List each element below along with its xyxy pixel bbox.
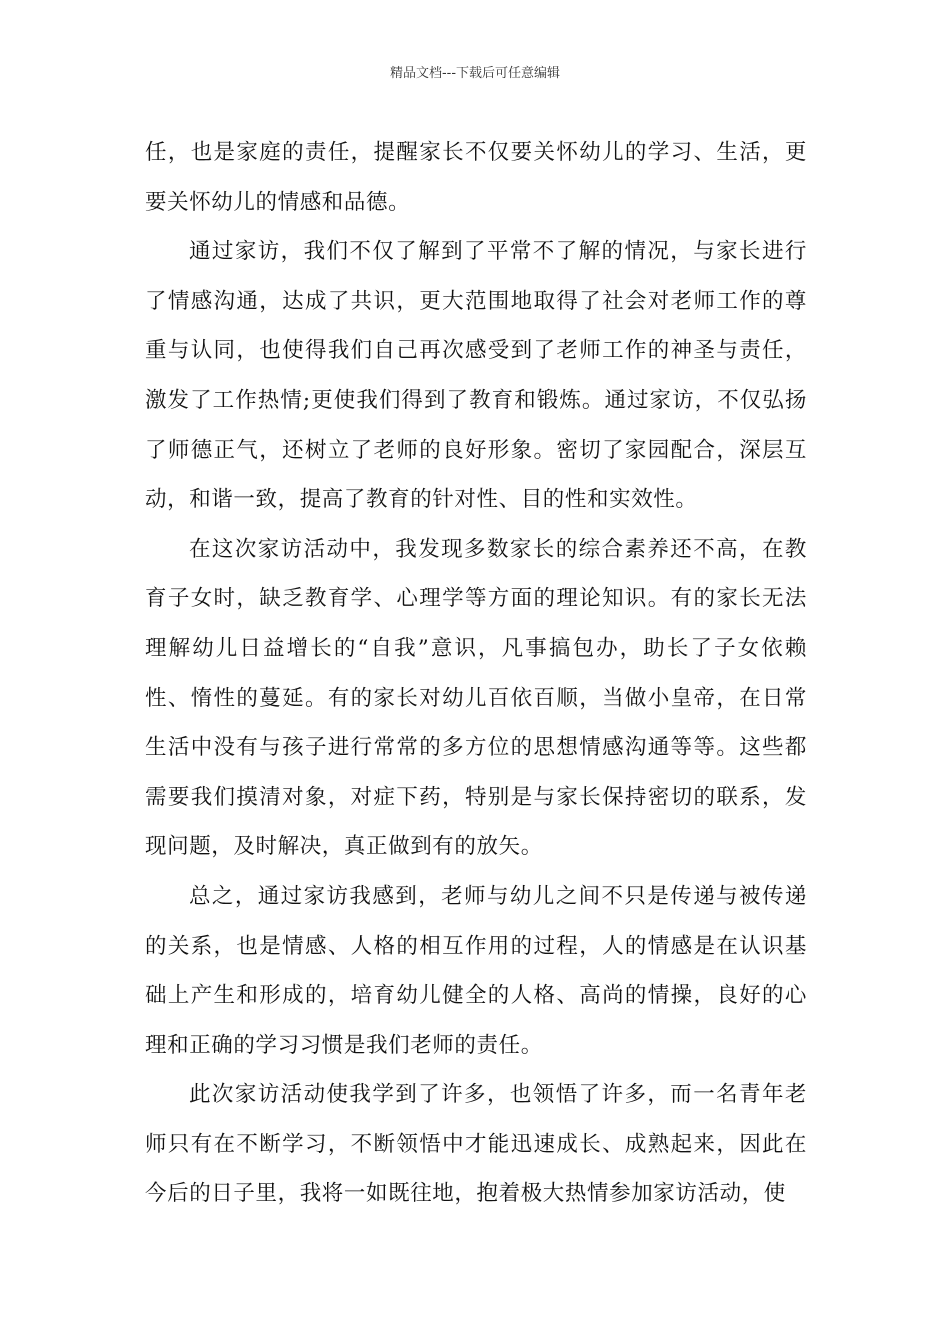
paragraph-continuation: 任，也是家庭的责任，提醒家长不仅要关怀幼儿的学习、生活，更要关怀幼儿的情感和品德。 [145,140,807,215]
page-header: 精品文档---下载后可任意编辑 [389,66,561,81]
paragraph-home-visit-benefits: 通过家访，我们不仅了解到了平常不了解的情况，与家长进行了情感沟通，达成了共识，更大范围地取得了社会对老师工作的尊重与认同，也使得我们自己再次感受到了老师工作的神圣与责任，激发了工作热情;更使我们得到了教育和锻炼。通过家访，不仅弘扬了师德正气，还树立了老师的良好形象。密切了家园配合，深层互动，和谐一致，提高了教育的针对性、目的性和实效性。 [145,239,807,513]
paragraph-parent-observations: 在这次家访活动中，我发现多数家长的综合素养还不高，在教育子女时，缺乏教育学、心理学等方面的理论知识。有的家长无法理解幼儿日益增长的“自我”意识，凡事搞包办，助长了子女依赖性、惰性的蔓延。有的家长对幼儿百依百顺，当做小皇帝，在日常生活中没有与孩子进行常常的多方位的思想情感沟通等等。这些都需要我们摸清对象，对症下药，特别是与家长保持密切的联系，发现问题，及时解决，真正做到有的放矢。 [145,536,807,860]
paragraph-personal-reflection: 此次家访活动使我学到了许多，也领悟了许多，而一名青年老师只有在不断学习，不断领悟中才能迅速成长、成熟起来，因此在今后的日子里，我将一如既往地，抱着极大热情参加家访活动，使 [145,1082,807,1207]
document-body [145,128,807,1219]
paragraph-conclusion: 总之，通过家访我感到，老师与幼儿之间不只是传递与被传递的关系，也是情感、人格的相互作用的过程，人的情感是在认识基础上产生和形成的，培育幼儿健全的人格、高尚的情操，良好的心理和正确的学习习惯是我们老师的责任。 [145,883,807,1058]
